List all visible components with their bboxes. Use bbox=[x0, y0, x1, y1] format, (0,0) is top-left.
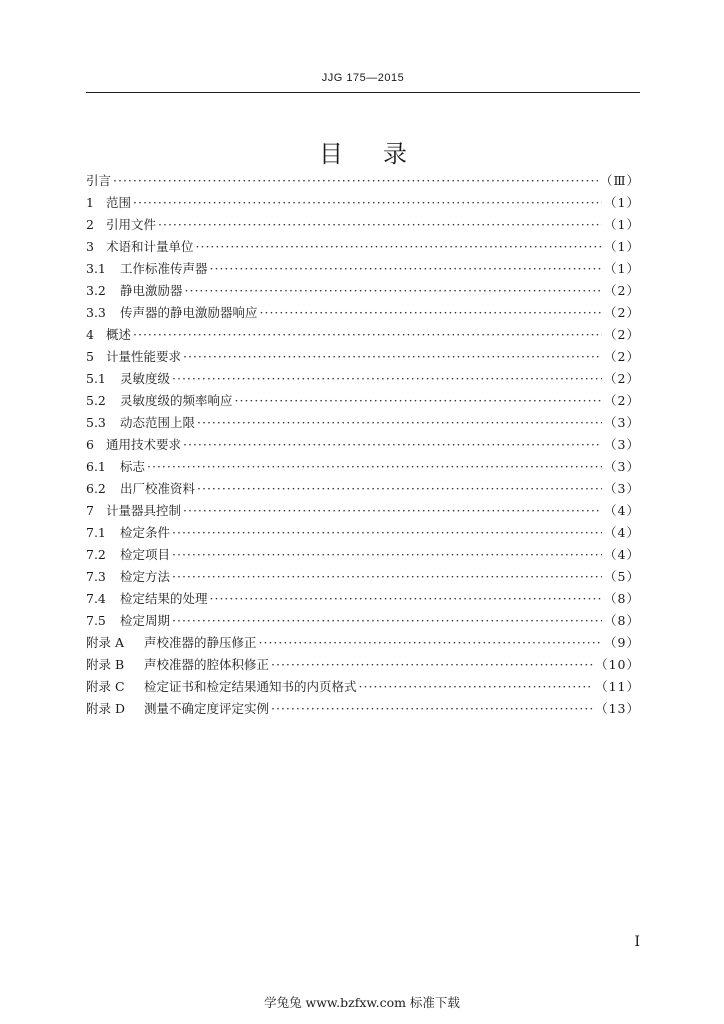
toc-entry-number: 6.2 bbox=[86, 481, 106, 496]
toc-entry-title: 术语和计量单位 bbox=[106, 239, 194, 254]
toc-entry-number: 5.2 bbox=[86, 393, 106, 408]
toc-entry-number: 7.4 bbox=[86, 591, 106, 606]
page-number: I bbox=[634, 934, 640, 950]
toc-entry-number: 6 bbox=[86, 437, 94, 452]
toc-entry-number: 3.3 bbox=[86, 305, 106, 320]
toc-entry[interactable] bbox=[86, 302, 640, 324]
toc-entry-number: 3.1 bbox=[86, 261, 106, 276]
toc-entry-title: 范围 bbox=[106, 195, 132, 210]
toc-entry-title: 检定周期 bbox=[120, 613, 171, 628]
toc-entry-page: （3） bbox=[604, 481, 640, 496]
toc-dot-leader bbox=[172, 522, 602, 544]
toc-dot-leader bbox=[196, 236, 603, 258]
toc-entry-title: 计量器具控制 bbox=[106, 503, 182, 518]
toc-entry[interactable] bbox=[86, 676, 640, 698]
toc-entry[interactable] bbox=[86, 280, 640, 302]
toc-entry-number: 5.1 bbox=[86, 371, 106, 386]
toc-entry-number: 2 bbox=[86, 217, 94, 232]
toc-entry-number: 7.1 bbox=[86, 525, 106, 540]
toc-entry-page: （2） bbox=[604, 393, 640, 408]
toc-entry-number: 6.1 bbox=[86, 459, 106, 474]
toc-dot-leader bbox=[183, 346, 602, 368]
toc-dot-leader bbox=[172, 368, 602, 390]
toc-dot-leader bbox=[158, 214, 602, 236]
toc-entry-number: 附录 C bbox=[86, 679, 125, 694]
toc-entry-title: 灵敏度级的频率响应 bbox=[120, 393, 233, 408]
toc-entry-number: 3.2 bbox=[86, 283, 106, 298]
toc-entry-number: 4 bbox=[86, 327, 94, 342]
toc-entry[interactable] bbox=[86, 192, 640, 214]
toc-entry[interactable] bbox=[86, 544, 640, 566]
toc-entry-page: （3） bbox=[604, 415, 640, 430]
toc-dot-leader bbox=[210, 258, 603, 280]
table-of-contents bbox=[86, 170, 640, 720]
toc-dot-leader bbox=[113, 170, 598, 192]
toc-dot-leader bbox=[197, 478, 602, 500]
toc-entry-page: （2） bbox=[604, 305, 640, 320]
toc-entry-title: 工作标准传声器 bbox=[120, 261, 208, 276]
toc-entry-title: 检定结果的处理 bbox=[120, 591, 208, 606]
toc-dot-leader bbox=[172, 610, 602, 632]
toc-entry[interactable] bbox=[86, 236, 640, 258]
toc-entry[interactable] bbox=[86, 258, 640, 280]
toc-entry[interactable] bbox=[86, 456, 640, 478]
toc-entry-page: （2） bbox=[604, 327, 640, 342]
toc-dot-leader bbox=[359, 676, 594, 698]
page-title: 目录 bbox=[319, 140, 447, 169]
toc-entry-page: （4） bbox=[604, 547, 640, 562]
toc-entry[interactable] bbox=[86, 566, 640, 588]
toc-entry-page: （2） bbox=[604, 349, 640, 364]
toc-dot-leader bbox=[197, 412, 602, 434]
toc-entry-page: （4） bbox=[604, 525, 640, 540]
toc-entry-title: 标志 bbox=[120, 459, 146, 474]
toc-entry-page: （1） bbox=[604, 239, 640, 254]
toc-entry[interactable] bbox=[86, 500, 640, 522]
toc-entry[interactable] bbox=[86, 434, 640, 456]
toc-entry[interactable] bbox=[86, 346, 640, 368]
toc-entry-page: （2） bbox=[604, 283, 640, 298]
toc-entry-title: 检定项目 bbox=[120, 547, 171, 562]
toc-entry-page: （9） bbox=[604, 635, 640, 650]
toc-entry-number: 7 bbox=[86, 503, 94, 518]
toc-entry[interactable] bbox=[86, 214, 640, 236]
toc-entry-title: 声校准器的腔体积修正 bbox=[144, 657, 270, 672]
header-rule bbox=[86, 92, 640, 93]
toc-dot-leader bbox=[133, 192, 602, 214]
toc-entry-number: 7.5 bbox=[86, 613, 106, 628]
toc-entry-number: 3 bbox=[86, 239, 94, 254]
toc-entry-title: 静电激励器 bbox=[120, 283, 183, 298]
toc-entry-number: 7.3 bbox=[86, 569, 106, 584]
toc-entry-page: （3） bbox=[604, 459, 640, 474]
toc-dot-leader bbox=[172, 544, 602, 566]
toc-entry[interactable] bbox=[86, 654, 640, 676]
toc-dot-leader bbox=[147, 456, 602, 478]
toc-dot-leader bbox=[183, 500, 602, 522]
toc-entry[interactable] bbox=[86, 588, 640, 610]
toc-entry-page: （10） bbox=[595, 657, 640, 672]
toc-entry-title: 引用文件 bbox=[106, 217, 157, 232]
toc-entry-title: 检定方法 bbox=[120, 569, 171, 584]
toc-dot-leader bbox=[185, 280, 603, 302]
toc-entry-page: （1） bbox=[604, 195, 640, 210]
toc-entry-page: （8） bbox=[604, 613, 640, 628]
toc-entry[interactable] bbox=[86, 698, 640, 720]
toc-entry-title: 出厂校准资料 bbox=[120, 481, 196, 496]
footer-watermark: 学兔兔 www.bzfxw.com 标准下载 bbox=[264, 995, 460, 1010]
toc-entry[interactable] bbox=[86, 324, 640, 346]
toc-entry-title: 测量不确定度评定实例 bbox=[144, 701, 270, 716]
toc-entry[interactable] bbox=[86, 522, 640, 544]
running-header: JJG 175—2015 bbox=[321, 72, 405, 84]
toc-entry-title: 计量性能要求 bbox=[106, 349, 182, 364]
toc-entry-title: 引言 bbox=[86, 173, 112, 188]
toc-entry-number: 5.3 bbox=[86, 415, 106, 430]
toc-entry-page: （1） bbox=[604, 261, 640, 276]
toc-entry-title: 概述 bbox=[106, 327, 132, 342]
toc-entry-number: 7.2 bbox=[86, 547, 106, 562]
toc-dot-leader bbox=[172, 566, 602, 588]
toc-entry-page: （Ⅲ） bbox=[599, 173, 640, 188]
toc-dot-leader bbox=[235, 390, 603, 412]
toc-entry-title: 灵敏度级 bbox=[120, 371, 171, 386]
toc-entry-page: （13） bbox=[595, 701, 640, 716]
toc-entry-page: （8） bbox=[604, 591, 640, 606]
toc-entry-title: 声校准器的静压修正 bbox=[144, 635, 257, 650]
toc-entry-number: 附录 A bbox=[86, 635, 125, 650]
toc-entry[interactable] bbox=[86, 412, 640, 434]
toc-entry-number: 5 bbox=[86, 349, 94, 364]
toc-entry[interactable] bbox=[86, 390, 640, 412]
toc-entry-page: （1） bbox=[604, 217, 640, 232]
toc-dot-leader bbox=[271, 698, 593, 720]
toc-entry-page: （11） bbox=[595, 679, 640, 694]
toc-entry-page: （5） bbox=[604, 569, 640, 584]
toc-entry[interactable] bbox=[86, 368, 640, 390]
toc-entry-page: （3） bbox=[604, 437, 640, 452]
toc-entry-page: （4） bbox=[604, 503, 640, 518]
toc-entry-page: （2） bbox=[604, 371, 640, 386]
toc-dot-leader bbox=[183, 434, 602, 456]
toc-entry-number: 1 bbox=[86, 195, 94, 210]
toc-dot-leader bbox=[260, 302, 603, 324]
toc-entry[interactable] bbox=[86, 170, 640, 192]
toc-entry-number: 附录 B bbox=[86, 657, 125, 672]
toc-entry-title: 检定证书和检定结果通知书的内页格式 bbox=[144, 679, 357, 694]
toc-entry-title: 传声器的静电激励器响应 bbox=[120, 305, 258, 320]
toc-dot-leader bbox=[133, 324, 602, 346]
toc-entry[interactable] bbox=[86, 610, 640, 632]
toc-entry[interactable] bbox=[86, 478, 640, 500]
toc-entry-title: 通用技术要求 bbox=[106, 437, 182, 452]
toc-entry-title: 检定条件 bbox=[120, 525, 171, 540]
toc-dot-leader bbox=[259, 632, 603, 654]
toc-entry-title: 动态范围上限 bbox=[120, 415, 196, 430]
toc-entry[interactable] bbox=[86, 632, 640, 654]
toc-entry-number: 附录 D bbox=[86, 701, 125, 716]
toc-dot-leader bbox=[271, 654, 593, 676]
toc-dot-leader bbox=[210, 588, 603, 610]
